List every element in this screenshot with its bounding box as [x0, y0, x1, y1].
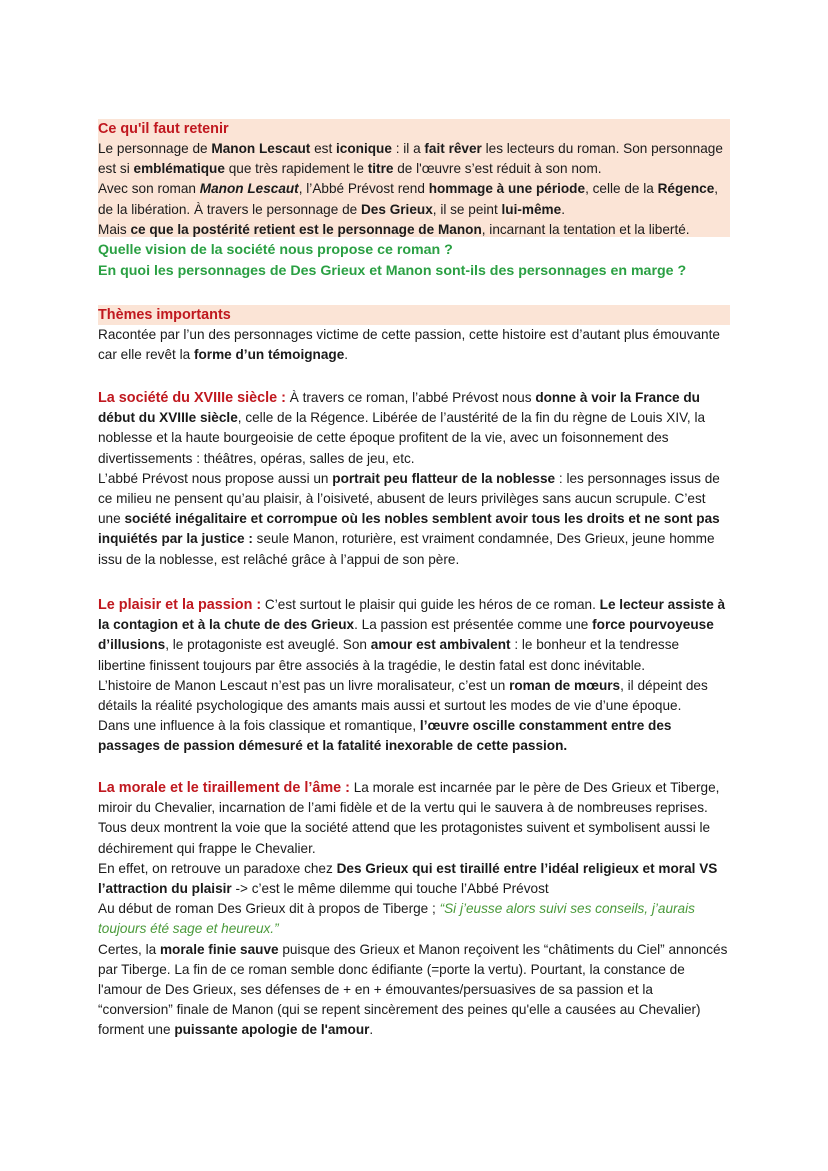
morale-title: La morale et le tiraillement de l’âme :	[98, 780, 350, 796]
plaisir-p3: Dans une influence à la fois classique et romantique, l’œuvre oscille constamment entre des passages de passion démesuré et la fatalité inexorable de cette passion.	[98, 718, 672, 754]
retenir-box	[98, 119, 730, 237]
question-2: En quoi les personnages de Des Grieux et Manon sont-ils des personnages en marge ?	[98, 263, 687, 279]
themes-title: Thèmes importants	[98, 307, 231, 323]
morale-p4: Certes, la morale finie sauve puisque des Grieux et Manon reçoivent les “châtiments du Ciel” annoncés par Tiberge. La fin de ce roman semble donc édifiante (=porte la vertu). Pourtant, la constance de l'amour de Des Grieux, ses défenses de + en + émouvantes/persuasives de sa passion et la “conversion” finale de Manon (qui se repent sincèrement des peines qu'elle a causées au Chevalier) forment une puissante apologie de l'amour.	[98, 941, 728, 1038]
question-1: Quelle vision de la société nous propose ce roman ?	[98, 242, 453, 258]
retenir-line-3: Avec son roman Manon Lescaut, l’Abbé Prévost rend hommage à une période, celle de la Régence,	[98, 181, 719, 197]
themes-intro-text: Racontée par l’un des personnages victime de cette passion, cette histoire est d’autant plus émouvante car elle revêt la forme d’un témoignage.	[98, 327, 720, 363]
societe-p1: La société du XVIIIe siècle : À travers ce roman, l’abbé Prévost nous donne à voir la France du début du XVIIIe siècle, celle de la Régence. Libérée de l’austérité de la fin du règne de Louis XIV, la noblesse et la haute bourgeoisie de cette époque profitent de la vie, avec un foisonnement des divertissements : théâtres, opéras, salles de jeu, etc.	[98, 390, 706, 466]
retenir-line-1: Le personnage de Manon Lescaut est iconique : il a fait rêver les lecteurs du roman. Son personnage	[98, 141, 723, 156]
morale-p3: Au début de roman Des Grieux dit à propos de Tiberge ; “Si j’eusse alors suivi ses conseils, j’aurais toujours été sage et heureux.”	[98, 901, 695, 937]
section-plaisir	[98, 595, 730, 757]
plaisir-p2: L’histoire de Manon Lescaut n’est pas un livre moralisateur, c’est un roman de mœurs, il dépeint des détails la réalité psychologique des amants mais aussi et surtout les modes de vie d’une époque.	[98, 677, 708, 714]
themes-heading-box	[98, 305, 730, 325]
retenir-title: Ce qu'il faut retenir	[98, 121, 229, 137]
societe-title: La société du XVIIIe siècle :	[98, 390, 286, 406]
retenir-line-4: de la libération. À travers le personnage de Des Grieux, il se peint lui-même.	[98, 201, 565, 217]
plaisir-title: Le plaisir et la passion :	[98, 597, 262, 613]
retenir-line-2: est si emblématique que très rapidement le titre de l'œuvre s’est réduit à son nom.	[98, 161, 602, 177]
themes-intro	[98, 325, 730, 365]
questions	[98, 240, 730, 282]
section-morale	[98, 778, 730, 1041]
morale-p1: La morale et le tiraillement de l’âme : La morale est incarnée par le père de Des Grieux et Tiberge, miroir du Chevalier, incarnation de l’ami fidèle et de la vertu qui le sauvera à de nombreuses reprises. Tous deux montrent la voie que la société attend que les protagonistes suivent et symbolisent aussi le déchirement qui frappe le Chevalier.	[98, 780, 720, 856]
retenir-line-5: Mais ce que la postérité retient est le personnage de Manon, incarnant la tentation et la liberté.	[98, 221, 690, 237]
morale-p2: En effet, on retrouve un paradoxe chez Des Grieux qui est tiraillé entre l’idéal religieux et moral VS l’attraction du plaisir -> c’est le même dilemme qui touche l’Abbé Prévost	[98, 860, 718, 897]
plaisir-p1: Le plaisir et la passion : C’est surtout le plaisir qui guide les héros de ce roman. Le lecteur assiste à la contagion et à la chute de des Grieux. La passion est présentée comme une force pourvoyeuse d’illusions, le protagoniste est aveuglé. Son amour est ambivalent : le bonheur et la tendresse libertine finissent toujours par être associés à la tragédie, le destin fatal est donc inévitable.	[98, 597, 726, 673]
societe-p2: L’abbé Prévost nous propose aussi un portrait peu flatteur de la noblesse : les personnages issus de ce milieu ne pensent qu’au plaisir, à l’oisiveté, abusent de leurs privilèges sans aucun scrupule. C’est une société inégalitaire et corrompue où les nobles semblent avoir tous les droits et ne sont pas inquiétés par la justice : seule Manon, roturière, est vraiment condamnée, Des Grieux, jeune homme issu de la noblesse, est relâché grâce à l’appui de son père.	[98, 470, 720, 567]
section-societe	[98, 388, 730, 570]
tiberge-quote: “Si j’eusse alors suivi ses conseils, j’aurais toujours été sage et heureux.”	[98, 901, 695, 937]
